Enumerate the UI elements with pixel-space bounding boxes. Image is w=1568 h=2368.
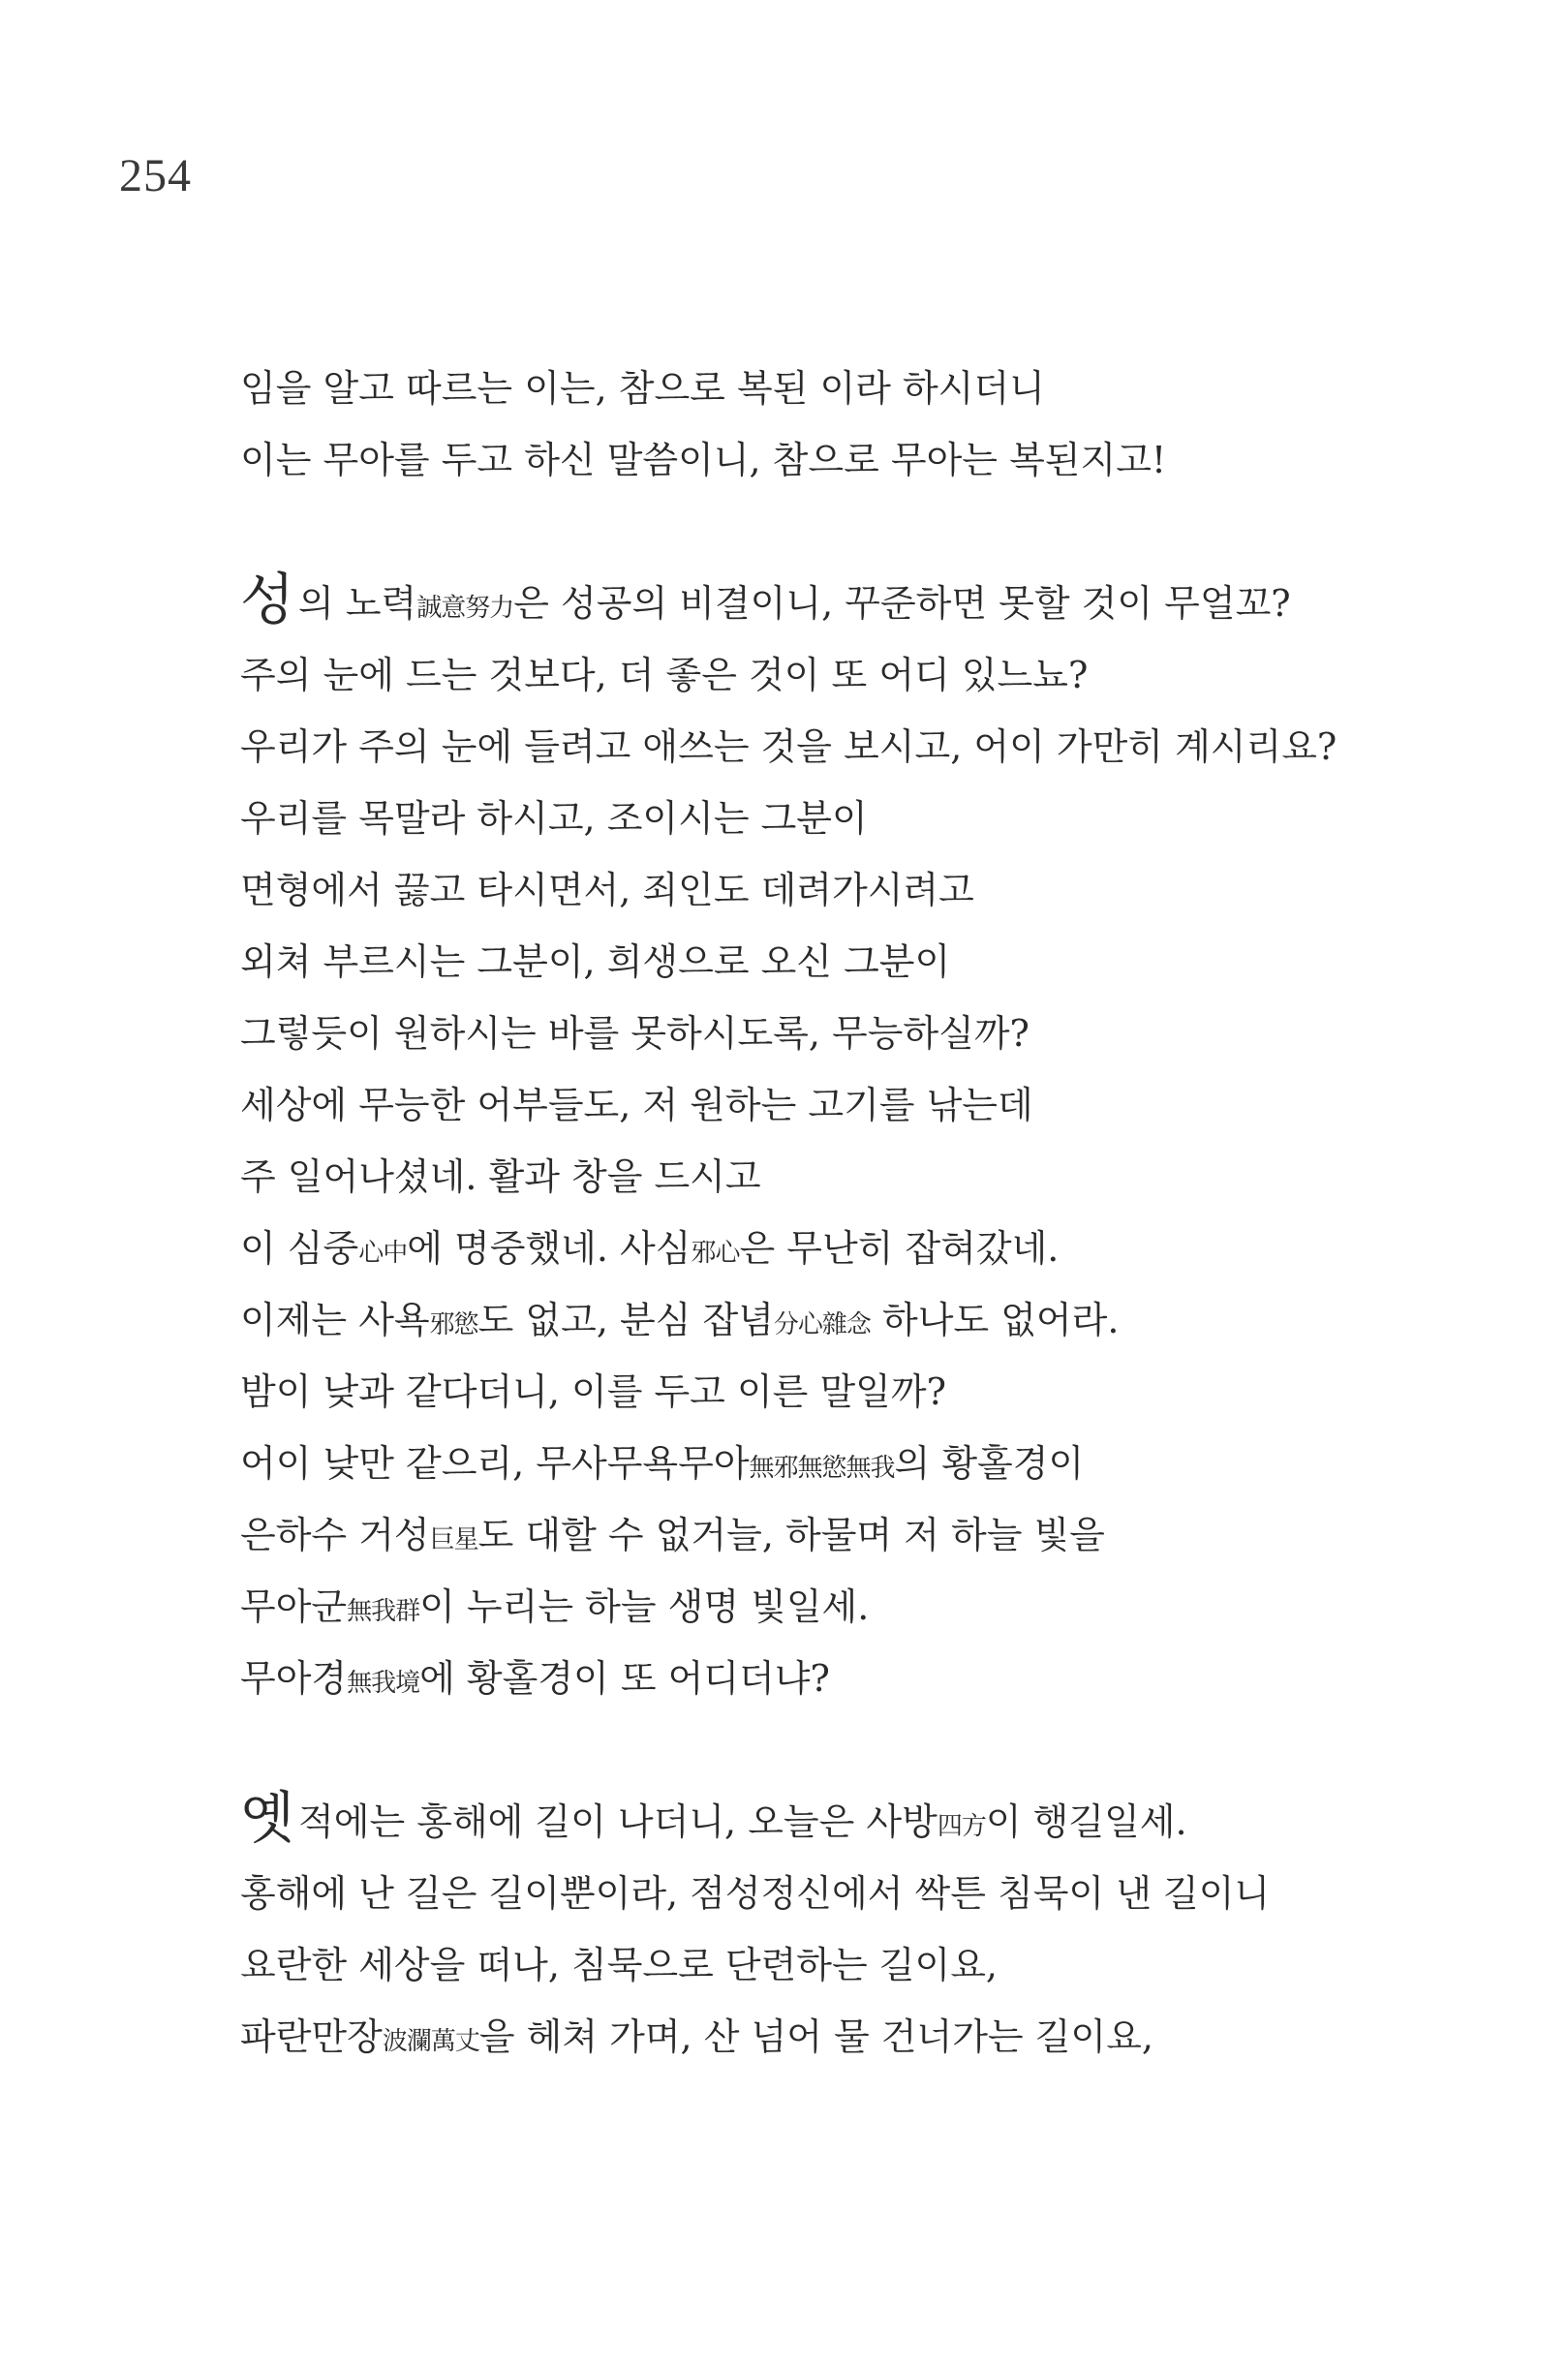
poem-line	[240, 568, 1383, 639]
hanja-annotation: 無我境	[347, 1669, 420, 1698]
line-text: 에 명중했네. 사심	[407, 1227, 692, 1270]
poem-line	[240, 1069, 1383, 1141]
page-number: 254	[119, 150, 192, 201]
line-text: 이 심중	[240, 1227, 359, 1270]
line-text: 은하수 거성	[240, 1514, 430, 1556]
poem-line	[240, 1643, 1383, 1714]
hanja-annotation: 分心雜念	[773, 1310, 871, 1339]
poem-line	[240, 424, 1383, 496]
line-text: 세상에 무능한 어부들도, 저 원하는 고기를 낚는데	[240, 1084, 1033, 1126]
poem-line	[240, 1858, 1383, 1929]
stanza-gap	[240, 496, 1383, 568]
line-text: 홍해에 난 길은 길이뿐이라, 점성정신에서 싹튼 침묵이 낸 길이니	[240, 1872, 1271, 1915]
poem-line	[240, 1213, 1383, 1284]
line-text: 우리를 목말라 하시고, 조이시는 그분이	[240, 797, 868, 840]
poem-line	[240, 1356, 1383, 1428]
poem-line	[240, 1428, 1383, 1499]
poem-line	[240, 1786, 1383, 1858]
hanja-annotation: 誠意努力	[416, 594, 514, 623]
line-text: 이 행길일세.	[985, 1800, 1187, 1843]
poem-line	[240, 1571, 1383, 1643]
line-text: 하나도 없어라.	[870, 1299, 1120, 1341]
hanja-annotation: 巨星	[429, 1525, 478, 1554]
line-text: 적에는 홍해에 길이 나더니, 오늘은 사방	[298, 1800, 938, 1843]
poem-line	[240, 926, 1383, 998]
hanja-annotation: 無我群	[347, 1597, 420, 1626]
stanza-gap	[240, 1714, 1383, 1786]
line-text: 무아경	[240, 1657, 348, 1700]
poem-line	[240, 639, 1383, 711]
hanja-annotation: 四方	[937, 1812, 986, 1841]
poem-line	[240, 998, 1383, 1069]
poem-line	[240, 783, 1383, 854]
line-text: 도 대할 수 없거늘, 하물며 저 하늘 빛을	[477, 1514, 1105, 1556]
drop-cap: 옛	[240, 1785, 295, 1851]
line-text: 은 무난히 잡혀갔네.	[739, 1227, 1060, 1270]
poem-line	[240, 353, 1383, 424]
poem-line	[240, 854, 1383, 926]
poem-line	[240, 711, 1383, 783]
line-text: 이 누리는 하늘 생명 빛일세.	[419, 1585, 870, 1628]
line-text: 도 없고, 분심 잡념	[477, 1299, 774, 1341]
line-text: 이는 무아를 두고 하신 말씀이니, 참으로 무아는 복된지고!	[240, 439, 1167, 481]
hanja-annotation: 邪心	[691, 1239, 740, 1268]
line-text: 외쳐 부르시는 그분이, 희생으로 오신 그분이	[240, 940, 951, 983]
poem-line	[240, 1929, 1383, 2001]
line-text: 임을 알고 따르는 이는, 참으로 복된 이라 하시더니	[240, 367, 1045, 410]
hanja-annotation: 心中	[358, 1239, 408, 1268]
poem-line	[240, 2001, 1383, 2073]
poem-line	[240, 1284, 1383, 1356]
hanja-annotation: 無邪無慾無我	[749, 1454, 895, 1483]
line-text: 을 헤쳐 가며, 산 넘어 물 건너가는 길이요,	[478, 2015, 1153, 2058]
line-text: 밤이 낮과 같다더니, 이를 두고 이른 말일까?	[240, 1370, 946, 1413]
line-text: 의 황홀경이	[894, 1442, 1085, 1485]
line-text: 무아군	[240, 1585, 348, 1628]
hanja-annotation: 波瀾萬丈	[382, 2027, 479, 2056]
poem-line	[240, 1499, 1383, 1571]
poem-line	[240, 1141, 1383, 1213]
line-text: 면형에서 끓고 타시면서, 죄인도 데려가시려고	[240, 869, 974, 911]
line-text: 우리가 주의 눈에 들려고 애쓰는 것을 보시고, 어이 가만히 계시리요?	[240, 725, 1337, 768]
line-text: 요란한 세상을 떠나, 침묵으로 단련하는 길이요,	[240, 1944, 999, 1986]
line-text: 주 일어나셨네. 활과 창을 드시고	[240, 1155, 761, 1198]
hanja-annotation: 邪慾	[429, 1310, 478, 1339]
line-text: 주의 눈에 드는 것보다, 더 좋은 것이 또 어디 있느뇨?	[240, 654, 1089, 696]
line-text: 은 성공의 비결이니, 꾸준하면 못할 것이 무얼꼬?	[513, 582, 1291, 625]
poem-body	[240, 353, 1383, 2073]
drop-cap: 성	[240, 567, 295, 632]
line-text: 어이 낮만 같으리, 무사무욕무아	[240, 1442, 750, 1485]
line-text: 에 황홀경이 또 어디더냐?	[419, 1657, 830, 1700]
line-text: 파란만장	[240, 2015, 383, 2058]
line-text: 그렇듯이 원하시는 바를 못하시도록, 무능하실까?	[240, 1012, 1030, 1055]
line-text: 이제는 사욕	[240, 1299, 430, 1341]
line-text: 의 노력	[298, 582, 417, 625]
